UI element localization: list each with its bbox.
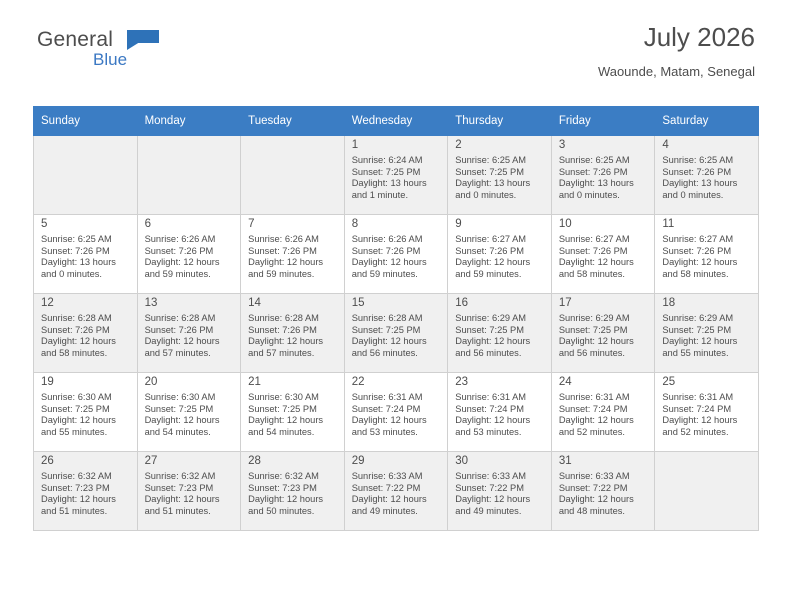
calendar-day-cell[interactable] bbox=[551, 215, 655, 294]
calendar-day-cell[interactable] bbox=[241, 373, 345, 452]
calendar-day-cell[interactable] bbox=[448, 294, 552, 373]
day-info-line: Sunrise: 6:26 AM bbox=[248, 234, 319, 244]
day-info-line: and 55 minutes. bbox=[662, 347, 729, 358]
day-info-line: Daylight: 13 hours bbox=[558, 178, 634, 189]
calendar-table bbox=[33, 106, 759, 531]
day-info-line: and 58 minutes. bbox=[41, 347, 108, 358]
day-info-line: Sunrise: 6:31 AM bbox=[455, 392, 527, 402]
day-info-line: and 57 minutes. bbox=[248, 347, 315, 358]
calendar-day-cell[interactable] bbox=[137, 452, 241, 531]
day-info-line: and 54 minutes. bbox=[144, 426, 211, 437]
day-info-line: Daylight: 12 hours bbox=[248, 415, 324, 426]
calendar-day-cell[interactable] bbox=[344, 294, 448, 373]
day-info-line: Sunrise: 6:26 AM bbox=[144, 234, 216, 244]
day-sun-info bbox=[34, 389, 137, 438]
day-sun-info bbox=[345, 389, 448, 438]
day-number: 8 bbox=[351, 218, 359, 230]
calendar-day-cell[interactable] bbox=[551, 452, 655, 531]
calendar-week-row bbox=[34, 136, 759, 215]
day-info-line: Daylight: 12 hours bbox=[558, 415, 634, 426]
day-number: 24 bbox=[558, 376, 572, 388]
logo-blue-text: Blue bbox=[93, 50, 128, 69]
day-info-line: Sunrise: 6:32 AM bbox=[144, 471, 216, 481]
day-number: 18 bbox=[662, 297, 676, 309]
day-info-line: and 0 minutes. bbox=[455, 189, 517, 200]
weekday-header-row bbox=[34, 107, 759, 136]
calendar-day-cell[interactable] bbox=[655, 294, 759, 373]
day-info-line: and 50 minutes. bbox=[248, 505, 315, 516]
day-info-line: Sunrise: 6:28 AM bbox=[144, 313, 216, 323]
weekday-header-saturday: Saturday bbox=[655, 107, 759, 136]
day-number: 25 bbox=[662, 376, 676, 388]
day-number: 12 bbox=[41, 297, 54, 309]
day-sun-info bbox=[34, 310, 137, 359]
day-info-line: and 52 minutes. bbox=[558, 426, 625, 437]
day-sun-info bbox=[241, 468, 344, 517]
calendar-day-cell[interactable] bbox=[34, 294, 138, 373]
day-info-line: Sunset: 7:26 PM bbox=[558, 166, 628, 177]
day-info-line: Sunset: 7:26 PM bbox=[144, 245, 214, 256]
day-info-line: Sunset: 7:26 PM bbox=[41, 245, 110, 256]
calendar-day-cell[interactable] bbox=[655, 136, 759, 215]
day-info-line: Sunrise: 6:25 AM bbox=[455, 155, 527, 165]
day-info-line: Daylight: 12 hours bbox=[455, 415, 531, 426]
day-info-line: Sunset: 7:25 PM bbox=[455, 166, 524, 177]
day-info-line: Daylight: 13 hours bbox=[662, 178, 738, 189]
location-subtitle: Waounde, Matam, Senegal bbox=[597, 64, 755, 79]
day-info-line: and 59 minutes. bbox=[248, 268, 315, 279]
day-sun-info bbox=[241, 310, 344, 359]
calendar-day-cell[interactable] bbox=[137, 294, 241, 373]
calendar-day-cell[interactable] bbox=[241, 294, 345, 373]
logo-general-text: General bbox=[37, 28, 114, 51]
day-info-line: and 53 minutes. bbox=[351, 426, 418, 437]
day-number: 11 bbox=[662, 218, 675, 230]
day-info-line: Daylight: 12 hours bbox=[248, 336, 324, 347]
page-header bbox=[33, 0, 759, 79]
day-info-line: Sunrise: 6:30 AM bbox=[144, 392, 216, 402]
day-info-line: and 49 minutes. bbox=[455, 505, 522, 516]
calendar-day-cell[interactable] bbox=[137, 215, 241, 294]
day-sun-info bbox=[241, 231, 344, 280]
day-info-line: Daylight: 12 hours bbox=[662, 336, 738, 347]
day-info-line: Daylight: 12 hours bbox=[455, 257, 531, 268]
calendar-day-cell[interactable] bbox=[344, 373, 448, 452]
day-number: 16 bbox=[455, 297, 469, 309]
day-info-line: Daylight: 12 hours bbox=[351, 257, 427, 268]
day-number: 31 bbox=[558, 455, 572, 467]
day-info-line: Sunset: 7:24 PM bbox=[558, 403, 628, 414]
calendar-day-cell[interactable] bbox=[241, 215, 345, 294]
calendar-day-cell[interactable] bbox=[655, 373, 759, 452]
day-info-line: Sunrise: 6:29 AM bbox=[662, 313, 734, 323]
day-info-line: Sunset: 7:25 PM bbox=[558, 324, 628, 335]
day-sun-info bbox=[448, 231, 551, 280]
day-info-line: Sunset: 7:25 PM bbox=[351, 166, 421, 177]
day-sun-info bbox=[655, 231, 758, 280]
day-sun-info bbox=[552, 389, 655, 438]
day-number: 4 bbox=[662, 139, 669, 151]
day-info-line: and 56 minutes. bbox=[351, 347, 418, 358]
day-info-line: Daylight: 12 hours bbox=[41, 336, 116, 347]
day-info-line: Sunset: 7:25 PM bbox=[351, 324, 421, 335]
calendar-day-cell[interactable] bbox=[344, 452, 448, 531]
day-number: 1 bbox=[351, 139, 359, 151]
calendar-day-cell[interactable] bbox=[448, 136, 552, 215]
calendar-cell-empty bbox=[137, 136, 241, 215]
day-info-line: Sunrise: 6:29 AM bbox=[558, 313, 630, 323]
calendar-day-cell[interactable] bbox=[448, 215, 552, 294]
day-info-line: and 0 minutes. bbox=[41, 268, 102, 279]
day-info-line: Daylight: 12 hours bbox=[144, 257, 220, 268]
day-info-line: Sunrise: 6:33 AM bbox=[558, 471, 630, 481]
day-info-line: Sunrise: 6:31 AM bbox=[662, 392, 734, 402]
calendar-day-cell[interactable] bbox=[34, 373, 138, 452]
day-info-line: Daylight: 12 hours bbox=[558, 336, 634, 347]
day-info-line: and 49 minutes. bbox=[351, 505, 418, 516]
weekday-header-wednesday: Wednesday bbox=[344, 107, 448, 136]
day-info-line: Sunset: 7:23 PM bbox=[41, 482, 110, 493]
day-info-line: and 59 minutes. bbox=[144, 268, 211, 279]
day-info-line: and 56 minutes. bbox=[455, 347, 522, 358]
day-sun-info bbox=[448, 310, 551, 359]
day-sun-info bbox=[138, 389, 241, 438]
day-info-line: Daylight: 12 hours bbox=[41, 494, 116, 505]
day-sun-info bbox=[448, 389, 551, 438]
day-sun-info bbox=[552, 152, 655, 201]
day-info-line: Sunrise: 6:31 AM bbox=[558, 392, 630, 402]
title-block bbox=[598, 22, 755, 80]
calendar-week-row bbox=[34, 373, 759, 452]
day-number: 30 bbox=[455, 455, 469, 467]
day-sun-info bbox=[655, 389, 758, 438]
day-info-line: Sunset: 7:26 PM bbox=[248, 324, 317, 335]
day-info-line: Sunrise: 6:29 AM bbox=[455, 313, 527, 323]
day-number: 29 bbox=[351, 455, 365, 467]
weekday-header-thursday: Thursday bbox=[448, 107, 552, 136]
day-info-line: Sunset: 7:24 PM bbox=[455, 403, 524, 414]
day-sun-info bbox=[655, 310, 758, 359]
day-sun-info bbox=[241, 389, 344, 438]
day-number: 2 bbox=[455, 139, 462, 151]
day-info-line: Sunrise: 6:25 AM bbox=[662, 155, 734, 165]
calendar-day-cell[interactable] bbox=[137, 373, 241, 452]
weekday-header-sunday: Sunday bbox=[34, 107, 138, 136]
calendar-day-cell[interactable] bbox=[551, 373, 655, 452]
day-info-line: Daylight: 13 hours bbox=[41, 257, 116, 268]
day-info-line: and 54 minutes. bbox=[248, 426, 315, 437]
day-info-line: Daylight: 12 hours bbox=[144, 415, 220, 426]
day-info-line: Daylight: 12 hours bbox=[144, 336, 220, 347]
day-info-line: and 1 minute. bbox=[351, 189, 409, 200]
calendar-day-cell[interactable] bbox=[551, 294, 655, 373]
day-info-line: Sunset: 7:25 PM bbox=[248, 403, 317, 414]
day-info-line: Sunset: 7:25 PM bbox=[662, 324, 732, 335]
calendar-day-cell[interactable] bbox=[551, 136, 655, 215]
day-number: 17 bbox=[558, 297, 572, 309]
calendar-body bbox=[34, 136, 759, 531]
day-info-line: Sunrise: 6:28 AM bbox=[41, 313, 112, 323]
day-info-line: Sunrise: 6:33 AM bbox=[351, 471, 423, 481]
calendar-week-row bbox=[34, 294, 759, 373]
day-info-line: and 0 minutes. bbox=[558, 189, 620, 200]
day-info-line: Sunrise: 6:32 AM bbox=[41, 471, 112, 481]
calendar-day-cell[interactable] bbox=[241, 452, 345, 531]
day-info-line: Sunrise: 6:28 AM bbox=[248, 313, 319, 323]
calendar-day-cell[interactable] bbox=[448, 373, 552, 452]
day-info-line: Sunset: 7:25 PM bbox=[455, 324, 524, 335]
day-number: 28 bbox=[248, 455, 261, 467]
day-info-line: Sunset: 7:23 PM bbox=[248, 482, 317, 493]
day-sun-info bbox=[655, 152, 758, 201]
flag-icon-tail bbox=[127, 30, 159, 50]
day-info-line: Sunset: 7:24 PM bbox=[662, 403, 732, 414]
day-info-line: Sunrise: 6:33 AM bbox=[455, 471, 527, 481]
day-number: 9 bbox=[455, 218, 462, 230]
day-number: 5 bbox=[41, 218, 48, 230]
day-info-line: Daylight: 12 hours bbox=[662, 257, 738, 268]
day-sun-info bbox=[138, 310, 241, 359]
day-info-line: Daylight: 12 hours bbox=[248, 494, 324, 505]
day-number: 10 bbox=[558, 218, 572, 230]
day-info-line: Sunrise: 6:25 AM bbox=[558, 155, 630, 165]
day-sun-info bbox=[552, 468, 655, 517]
day-info-line: and 48 minutes. bbox=[558, 505, 625, 516]
weekday-header-tuesday: Tuesday bbox=[241, 107, 345, 136]
day-info-line: Sunset: 7:26 PM bbox=[662, 245, 732, 256]
day-info-line: Daylight: 12 hours bbox=[351, 494, 427, 505]
calendar-week-row bbox=[34, 452, 759, 531]
day-number: 26 bbox=[41, 455, 54, 467]
day-info-line: and 53 minutes. bbox=[455, 426, 522, 437]
day-info-line: Sunrise: 6:26 AM bbox=[351, 234, 423, 244]
day-info-line: Sunrise: 6:32 AM bbox=[248, 471, 319, 481]
day-number: 14 bbox=[248, 297, 261, 309]
day-number: 7 bbox=[248, 218, 255, 230]
calendar-day-cell[interactable] bbox=[34, 452, 138, 531]
calendar-cell-empty bbox=[655, 452, 759, 531]
day-info-line: and 52 minutes. bbox=[662, 426, 729, 437]
day-sun-info bbox=[34, 231, 137, 280]
calendar-day-cell[interactable] bbox=[344, 136, 448, 215]
day-info-line: Sunset: 7:26 PM bbox=[144, 324, 214, 335]
day-sun-info bbox=[138, 231, 241, 280]
page-title: July 2026 bbox=[643, 22, 755, 52]
day-info-line: Sunset: 7:26 PM bbox=[248, 245, 317, 256]
day-info-line: Sunset: 7:25 PM bbox=[144, 403, 214, 414]
day-sun-info bbox=[552, 310, 655, 359]
day-info-line: Sunrise: 6:25 AM bbox=[41, 234, 112, 244]
weekday-header-monday: Monday bbox=[137, 107, 241, 136]
day-info-line: Sunset: 7:26 PM bbox=[662, 166, 732, 177]
day-info-line: Sunrise: 6:27 AM bbox=[558, 234, 630, 244]
general-blue-logo bbox=[37, 28, 257, 78]
day-info-line: Daylight: 12 hours bbox=[455, 494, 531, 505]
day-sun-info bbox=[138, 468, 241, 517]
day-number: 22 bbox=[351, 376, 365, 388]
day-info-line: Sunrise: 6:27 AM bbox=[455, 234, 527, 244]
day-info-line: Daylight: 12 hours bbox=[41, 415, 116, 426]
day-info-line: and 59 minutes. bbox=[455, 268, 522, 279]
day-info-line: Sunset: 7:26 PM bbox=[41, 324, 110, 335]
day-sun-info bbox=[345, 152, 448, 201]
day-sun-info bbox=[448, 468, 551, 517]
calendar-day-cell[interactable] bbox=[34, 215, 138, 294]
day-info-line: Sunset: 7:22 PM bbox=[455, 482, 524, 493]
day-info-line: Daylight: 12 hours bbox=[558, 494, 634, 505]
day-info-line: Sunset: 7:26 PM bbox=[455, 245, 524, 256]
day-number: 13 bbox=[144, 297, 158, 309]
weekday-header-friday: Friday bbox=[551, 107, 655, 136]
day-number: 15 bbox=[351, 297, 365, 309]
day-number: 21 bbox=[248, 376, 261, 388]
calendar-day-cell[interactable] bbox=[448, 452, 552, 531]
day-info-line: Sunrise: 6:30 AM bbox=[41, 392, 112, 402]
day-info-line: Daylight: 12 hours bbox=[455, 336, 531, 347]
day-info-line: Sunset: 7:22 PM bbox=[558, 482, 628, 493]
day-info-line: Sunset: 7:26 PM bbox=[351, 245, 421, 256]
day-info-line: Daylight: 12 hours bbox=[351, 336, 427, 347]
day-info-line: Sunrise: 6:28 AM bbox=[351, 313, 423, 323]
day-sun-info bbox=[448, 152, 551, 201]
day-sun-info bbox=[345, 310, 448, 359]
day-number: 19 bbox=[41, 376, 54, 388]
day-info-line: Sunrise: 6:27 AM bbox=[662, 234, 734, 244]
calendar-day-cell[interactable] bbox=[655, 215, 759, 294]
calendar-cell-empty bbox=[241, 136, 345, 215]
day-info-line: and 55 minutes. bbox=[41, 426, 108, 437]
day-info-line: Sunset: 7:23 PM bbox=[144, 482, 214, 493]
day-info-line: Daylight: 12 hours bbox=[144, 494, 220, 505]
day-info-line: and 51 minutes. bbox=[144, 505, 211, 516]
day-info-line: and 0 minutes. bbox=[662, 189, 724, 200]
day-info-line: Sunset: 7:26 PM bbox=[558, 245, 628, 256]
day-info-line: and 56 minutes. bbox=[558, 347, 625, 358]
day-info-line: Daylight: 13 hours bbox=[455, 178, 531, 189]
day-sun-info bbox=[552, 231, 655, 280]
day-info-line: Daylight: 12 hours bbox=[351, 415, 427, 426]
day-info-line: and 57 minutes. bbox=[144, 347, 211, 358]
day-sun-info bbox=[34, 468, 137, 517]
day-info-line: Sunset: 7:25 PM bbox=[41, 403, 110, 414]
calendar-week-row bbox=[34, 215, 759, 294]
day-info-line: and 58 minutes. bbox=[558, 268, 625, 279]
day-info-line: Daylight: 13 hours bbox=[351, 178, 427, 189]
day-info-line: Sunset: 7:24 PM bbox=[351, 403, 421, 414]
day-number: 6 bbox=[144, 218, 151, 230]
day-info-line: and 58 minutes. bbox=[662, 268, 729, 279]
calendar-cell-empty bbox=[34, 136, 138, 215]
day-info-line: Sunset: 7:22 PM bbox=[351, 482, 421, 493]
day-info-line: Daylight: 12 hours bbox=[662, 415, 738, 426]
day-sun-info bbox=[345, 468, 448, 517]
day-info-line: Sunrise: 6:24 AM bbox=[351, 155, 423, 165]
day-info-line: Daylight: 12 hours bbox=[558, 257, 634, 268]
day-info-line: Sunrise: 6:31 AM bbox=[351, 392, 423, 402]
day-info-line: Daylight: 12 hours bbox=[248, 257, 324, 268]
day-info-line: and 51 minutes. bbox=[41, 505, 108, 516]
day-number: 20 bbox=[144, 376, 158, 388]
calendar-day-cell[interactable] bbox=[344, 215, 448, 294]
day-number: 23 bbox=[455, 376, 469, 388]
day-info-line: and 59 minutes. bbox=[351, 268, 418, 279]
day-sun-info bbox=[345, 231, 448, 280]
day-number: 3 bbox=[558, 139, 566, 151]
day-info-line: Sunrise: 6:30 AM bbox=[248, 392, 319, 402]
day-number: 27 bbox=[144, 455, 158, 467]
